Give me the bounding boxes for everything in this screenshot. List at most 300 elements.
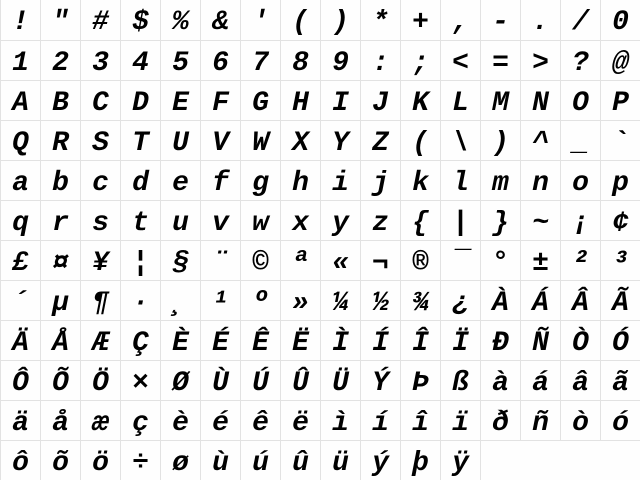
glyph-cell[interactable]: [600, 40, 640, 80]
glyph-cell[interactable]: [280, 320, 320, 360]
glyph: t: [132, 208, 149, 239]
glyph: k: [412, 168, 429, 199]
glyph-cell[interactable]: [200, 440, 240, 480]
glyph-cell[interactable]: [360, 120, 400, 160]
glyph-cell[interactable]: [120, 440, 160, 480]
glyph: (: [412, 128, 429, 159]
glyph-cell[interactable]: [0, 360, 40, 400]
glyph: ñ: [532, 408, 549, 439]
glyph: å: [52, 408, 69, 439]
glyph: E: [172, 88, 189, 119]
glyph: `: [612, 128, 629, 159]
glyph-cell[interactable]: [400, 200, 440, 240]
glyph: ÷: [132, 448, 149, 479]
glyph: e: [172, 168, 189, 199]
empty-cell: [600, 440, 640, 480]
glyph: 5: [172, 48, 189, 79]
glyph-cell[interactable]: [320, 400, 360, 440]
glyph-cell[interactable]: [320, 320, 360, 360]
glyph-cell[interactable]: [360, 320, 400, 360]
glyph-cell[interactable]: [80, 280, 120, 320]
glyph: Q: [12, 128, 29, 159]
glyph-cell[interactable]: [480, 240, 520, 280]
glyph-cell[interactable]: [0, 160, 40, 200]
glyph-cell[interactable]: [360, 160, 400, 200]
glyph-cell[interactable]: [120, 240, 160, 280]
glyph: r: [52, 208, 69, 239]
glyph-cell[interactable]: [160, 360, 200, 400]
glyph-cell[interactable]: [440, 440, 480, 480]
glyph-cell[interactable]: [520, 0, 560, 40]
glyph: Ï: [452, 328, 469, 359]
glyph-cell[interactable]: [400, 0, 440, 40]
glyph-cell[interactable]: [40, 40, 80, 80]
glyph-cell[interactable]: [160, 40, 200, 80]
glyph-cell[interactable]: [120, 280, 160, 320]
glyph-cell[interactable]: [440, 80, 480, 120]
glyph: !: [12, 7, 29, 38]
glyph: £: [12, 248, 29, 279]
glyph-cell[interactable]: [600, 200, 640, 240]
glyph-cell[interactable]: [120, 400, 160, 440]
glyph-cell[interactable]: [0, 440, 40, 480]
empty-cell: [480, 440, 520, 480]
glyph: 6: [212, 48, 229, 79]
glyph: ï: [452, 408, 469, 439]
glyph-cell[interactable]: [440, 280, 480, 320]
glyph-cell[interactable]: [480, 80, 520, 120]
glyph: Å: [52, 328, 69, 359]
glyph: í: [372, 408, 389, 439]
glyph-cell[interactable]: [400, 160, 440, 200]
glyph-cell[interactable]: [160, 320, 200, 360]
glyph: +: [412, 7, 429, 38]
glyph-cell[interactable]: [120, 80, 160, 120]
glyph-cell[interactable]: [360, 0, 400, 40]
glyph: ©: [252, 248, 269, 279]
glyph-cell[interactable]: [80, 440, 120, 480]
glyph: v: [212, 208, 229, 239]
glyph-cell[interactable]: [200, 240, 240, 280]
glyph-cell[interactable]: [280, 200, 320, 240]
glyph-cell[interactable]: [560, 160, 600, 200]
glyph-cell[interactable]: [480, 40, 520, 80]
glyph-cell[interactable]: [280, 440, 320, 480]
glyph-cell[interactable]: [600, 0, 640, 40]
glyph-cell[interactable]: [440, 40, 480, 80]
glyph-cell[interactable]: [40, 400, 80, 440]
glyph-cell[interactable]: [360, 440, 400, 480]
glyph-cell[interactable]: [280, 280, 320, 320]
glyph: X: [292, 128, 309, 159]
glyph: ·: [132, 288, 149, 319]
glyph-cell[interactable]: [480, 0, 520, 40]
glyph: h: [292, 168, 309, 199]
glyph: ": [52, 7, 69, 38]
glyph-cell[interactable]: [120, 200, 160, 240]
glyph-cell[interactable]: [160, 440, 200, 480]
glyph-cell[interactable]: [240, 40, 280, 80]
glyph: @: [612, 48, 629, 79]
glyph: Æ: [92, 328, 109, 359]
glyph-cell[interactable]: [560, 320, 600, 360]
glyph-cell[interactable]: [240, 120, 280, 160]
glyph: ¯: [452, 248, 469, 279]
glyph-cell[interactable]: [360, 360, 400, 400]
glyph: ¨: [212, 248, 229, 279]
glyph-cell[interactable]: [240, 360, 280, 400]
glyph: »: [292, 288, 309, 319]
glyph-cell[interactable]: [440, 320, 480, 360]
glyph-cell[interactable]: [40, 320, 80, 360]
glyph-cell[interactable]: [320, 120, 360, 160]
glyph: m: [492, 168, 509, 199]
glyph: N: [532, 88, 549, 119]
glyph-cell[interactable]: [280, 80, 320, 120]
glyph-cell[interactable]: [440, 120, 480, 160]
glyph-cell[interactable]: [0, 200, 40, 240]
glyph: %: [172, 7, 189, 38]
glyph-cell[interactable]: [240, 160, 280, 200]
glyph-cell[interactable]: [120, 160, 160, 200]
glyph-cell[interactable]: [120, 320, 160, 360]
glyph: ý: [372, 448, 389, 479]
glyph-cell[interactable]: [600, 80, 640, 120]
glyph: ³: [612, 248, 629, 279]
glyph-cell[interactable]: [480, 280, 520, 320]
glyph-cell[interactable]: [320, 0, 360, 40]
glyph-cell[interactable]: [120, 40, 160, 80]
glyph-cell[interactable]: [280, 40, 320, 80]
glyph-cell[interactable]: [560, 40, 600, 80]
glyph-cell[interactable]: [560, 240, 600, 280]
glyph-cell[interactable]: [440, 200, 480, 240]
glyph-cell[interactable]: [520, 280, 560, 320]
glyph-cell[interactable]: [160, 280, 200, 320]
glyph-cell[interactable]: [400, 120, 440, 160]
glyph-cell[interactable]: [400, 240, 440, 280]
glyph: L: [452, 88, 469, 119]
glyph: q: [12, 208, 29, 239]
glyph: 3: [92, 48, 109, 79]
glyph-cell[interactable]: [80, 320, 120, 360]
glyph-cell[interactable]: [120, 360, 160, 400]
glyph: Z: [372, 128, 389, 159]
glyph-cell[interactable]: [600, 360, 640, 400]
glyph-cell[interactable]: [240, 320, 280, 360]
glyph-cell[interactable]: [40, 160, 80, 200]
glyph-cell[interactable]: [520, 80, 560, 120]
glyph-cell[interactable]: [400, 440, 440, 480]
glyph: x: [292, 208, 309, 239]
glyph-cell[interactable]: [0, 280, 40, 320]
glyph-cell[interactable]: [0, 400, 40, 440]
glyph-cell[interactable]: [80, 160, 120, 200]
glyph: ¶: [92, 288, 109, 319]
glyph-cell[interactable]: [0, 120, 40, 160]
glyph: ò: [572, 408, 589, 439]
glyph-cell[interactable]: [280, 240, 320, 280]
glyph: ß: [452, 368, 469, 399]
glyph: B: [52, 88, 69, 119]
glyph-cell[interactable]: [200, 40, 240, 80]
glyph: -: [492, 7, 509, 38]
glyph-cell[interactable]: [200, 360, 240, 400]
glyph-cell[interactable]: [80, 400, 120, 440]
glyph-cell[interactable]: [600, 160, 640, 200]
glyph: ®: [412, 248, 429, 279]
glyph: :: [372, 48, 389, 79]
glyph-cell[interactable]: [0, 0, 40, 40]
glyph-cell[interactable]: [440, 360, 480, 400]
glyph: T: [132, 128, 149, 159]
glyph: =: [492, 48, 509, 79]
glyph: î: [412, 408, 429, 439]
glyph: A: [12, 88, 29, 119]
glyph-cell[interactable]: [0, 80, 40, 120]
glyph-cell[interactable]: [600, 320, 640, 360]
glyph: Û: [292, 368, 309, 399]
glyph-cell[interactable]: [320, 80, 360, 120]
glyph-cell[interactable]: [520, 240, 560, 280]
glyph-cell[interactable]: [200, 80, 240, 120]
glyph-cell[interactable]: [480, 120, 520, 160]
glyph: ª: [292, 248, 309, 279]
glyph: o: [572, 168, 589, 199]
glyph: P: [612, 88, 629, 119]
glyph-cell[interactable]: [600, 120, 640, 160]
glyph: Ñ: [532, 328, 549, 359]
glyph-cell[interactable]: [360, 80, 400, 120]
glyph-cell[interactable]: [80, 0, 120, 40]
glyph: i: [332, 168, 349, 199]
glyph-cell[interactable]: [200, 400, 240, 440]
glyph-cell[interactable]: [320, 440, 360, 480]
glyph-cell[interactable]: [280, 120, 320, 160]
glyph-cell[interactable]: [560, 80, 600, 120]
glyph: p: [612, 168, 629, 199]
glyph-cell[interactable]: [440, 240, 480, 280]
glyph: J: [372, 88, 389, 119]
glyph-cell[interactable]: [160, 80, 200, 120]
glyph: Ö: [92, 368, 109, 399]
glyph: Á: [532, 288, 549, 319]
empty-cell: [520, 440, 560, 480]
glyph-cell[interactable]: [560, 360, 600, 400]
glyph: ø: [172, 448, 189, 479]
glyph-cell[interactable]: [40, 360, 80, 400]
glyph: s: [92, 208, 109, 239]
glyph-cell[interactable]: [360, 400, 400, 440]
glyph-cell[interactable]: [600, 400, 640, 440]
glyph-cell[interactable]: [480, 160, 520, 200]
glyph: ': [252, 7, 269, 38]
glyph-cell[interactable]: [560, 200, 600, 240]
glyph: ×: [132, 368, 149, 399]
glyph: d: [132, 168, 149, 199]
glyph-cell[interactable]: [480, 400, 520, 440]
glyph-cell[interactable]: [240, 440, 280, 480]
glyph: è: [172, 408, 189, 439]
glyph: ¹: [212, 288, 229, 319]
glyph: à: [492, 368, 509, 399]
glyph: {: [412, 208, 429, 239]
glyph: ü: [332, 448, 349, 479]
glyph-cell[interactable]: [600, 280, 640, 320]
glyph: ç: [132, 408, 149, 439]
glyph-cell[interactable]: [40, 200, 80, 240]
glyph-cell[interactable]: [320, 40, 360, 80]
glyph-cell[interactable]: [40, 80, 80, 120]
glyph-cell[interactable]: [40, 280, 80, 320]
glyph: Ë: [292, 328, 309, 359]
glyph-cell[interactable]: [400, 280, 440, 320]
glyph-cell[interactable]: [240, 280, 280, 320]
glyph-cell[interactable]: [160, 400, 200, 440]
glyph-cell[interactable]: [400, 400, 440, 440]
glyph-cell[interactable]: [320, 160, 360, 200]
glyph-cell[interactable]: [520, 200, 560, 240]
glyph: Î: [412, 328, 429, 359]
glyph: 1: [12, 48, 29, 79]
glyph-cell[interactable]: [360, 40, 400, 80]
glyph-cell[interactable]: [560, 0, 600, 40]
glyph-cell[interactable]: [240, 0, 280, 40]
glyph-cell[interactable]: [160, 0, 200, 40]
glyph: ¡: [572, 208, 589, 239]
glyph: É: [212, 328, 229, 359]
glyph-cell[interactable]: [520, 320, 560, 360]
glyph: 9: [332, 48, 349, 79]
glyph-cell[interactable]: [80, 120, 120, 160]
glyph-cell[interactable]: [320, 360, 360, 400]
glyph: g: [252, 168, 269, 199]
glyph: Ý: [372, 368, 389, 399]
glyph-cell[interactable]: [440, 160, 480, 200]
glyph: w: [252, 208, 269, 239]
glyph: |: [452, 208, 469, 239]
glyph-cell[interactable]: [160, 200, 200, 240]
glyph-cell[interactable]: [160, 120, 200, 160]
glyph-cell[interactable]: [200, 320, 240, 360]
glyph-cell[interactable]: [520, 400, 560, 440]
glyph: Y: [332, 128, 349, 159]
empty-cell: [560, 440, 600, 480]
glyph-cell[interactable]: [200, 120, 240, 160]
glyph-cell[interactable]: [560, 120, 600, 160]
glyph: Ó: [612, 328, 629, 359]
glyph: Õ: [52, 368, 69, 399]
glyph-cell[interactable]: [440, 0, 480, 40]
glyph-cell[interactable]: [80, 200, 120, 240]
glyph-cell[interactable]: [480, 320, 520, 360]
glyph-cell[interactable]: [0, 240, 40, 280]
glyph-cell[interactable]: [200, 0, 240, 40]
glyph: C: [92, 88, 109, 119]
glyph-cell[interactable]: [240, 200, 280, 240]
glyph-cell[interactable]: [240, 80, 280, 120]
glyph-cell[interactable]: [560, 400, 600, 440]
glyph-cell[interactable]: [520, 120, 560, 160]
glyph: ù: [212, 448, 229, 479]
glyph-cell[interactable]: [0, 40, 40, 80]
glyph-cell[interactable]: [40, 240, 80, 280]
glyph-cell[interactable]: [80, 40, 120, 80]
glyph-cell[interactable]: [200, 200, 240, 240]
glyph-cell[interactable]: [200, 160, 240, 200]
glyph-cell[interactable]: [400, 320, 440, 360]
glyph: õ: [52, 448, 69, 479]
glyph: n: [532, 168, 549, 199]
glyph-cell[interactable]: [280, 0, 320, 40]
glyph-cell[interactable]: [80, 240, 120, 280]
glyph-cell[interactable]: [120, 120, 160, 160]
glyph: ¢: [612, 208, 629, 239]
glyph-cell[interactable]: [280, 160, 320, 200]
glyph: ¼: [332, 288, 349, 319]
glyph: z: [372, 208, 389, 239]
glyph: 7: [252, 48, 269, 79]
glyph: ~: [532, 208, 549, 239]
glyph-cell[interactable]: [280, 360, 320, 400]
glyph-cell[interactable]: [40, 120, 80, 160]
glyph-cell[interactable]: [480, 200, 520, 240]
glyph-cell[interactable]: [360, 280, 400, 320]
glyph-cell[interactable]: [440, 400, 480, 440]
glyph: ¥: [92, 248, 109, 279]
glyph: ð: [492, 408, 509, 439]
glyph-cell[interactable]: [560, 280, 600, 320]
glyph: ö: [92, 448, 109, 479]
glyph: Ð: [492, 328, 509, 359]
glyph-cell[interactable]: [600, 240, 640, 280]
glyph: ¾: [412, 288, 429, 319]
glyph: f: [212, 168, 229, 199]
glyph-cell[interactable]: [200, 280, 240, 320]
glyph: l: [452, 168, 469, 199]
glyph-cell[interactable]: [400, 360, 440, 400]
glyph-cell[interactable]: [320, 240, 360, 280]
glyph-cell[interactable]: [280, 400, 320, 440]
glyph-cell[interactable]: [400, 40, 440, 80]
glyph: Ì: [332, 328, 349, 359]
glyph-cell[interactable]: [400, 80, 440, 120]
glyph: #: [92, 7, 109, 38]
glyph-cell[interactable]: [320, 200, 360, 240]
glyph-cell[interactable]: [360, 240, 400, 280]
glyph-cell[interactable]: [160, 160, 200, 200]
glyph-cell[interactable]: [160, 240, 200, 280]
glyph-cell[interactable]: [240, 240, 280, 280]
glyph-cell[interactable]: [520, 160, 560, 200]
glyph-cell[interactable]: [520, 40, 560, 80]
glyph: ?: [572, 48, 589, 79]
glyph-cell[interactable]: [40, 0, 80, 40]
glyph-cell[interactable]: [40, 440, 80, 480]
glyph-cell[interactable]: [360, 200, 400, 240]
glyph-cell[interactable]: [120, 0, 160, 40]
glyph: K: [412, 88, 429, 119]
glyph: þ: [412, 448, 429, 479]
glyph: ì: [332, 408, 349, 439]
glyph-cell[interactable]: [520, 360, 560, 400]
glyph-cell[interactable]: [320, 280, 360, 320]
glyph-cell[interactable]: [80, 360, 120, 400]
glyph-cell[interactable]: [480, 360, 520, 400]
glyph-cell[interactable]: [0, 320, 40, 360]
glyph-cell[interactable]: [80, 80, 120, 120]
glyph-cell[interactable]: [240, 400, 280, 440]
